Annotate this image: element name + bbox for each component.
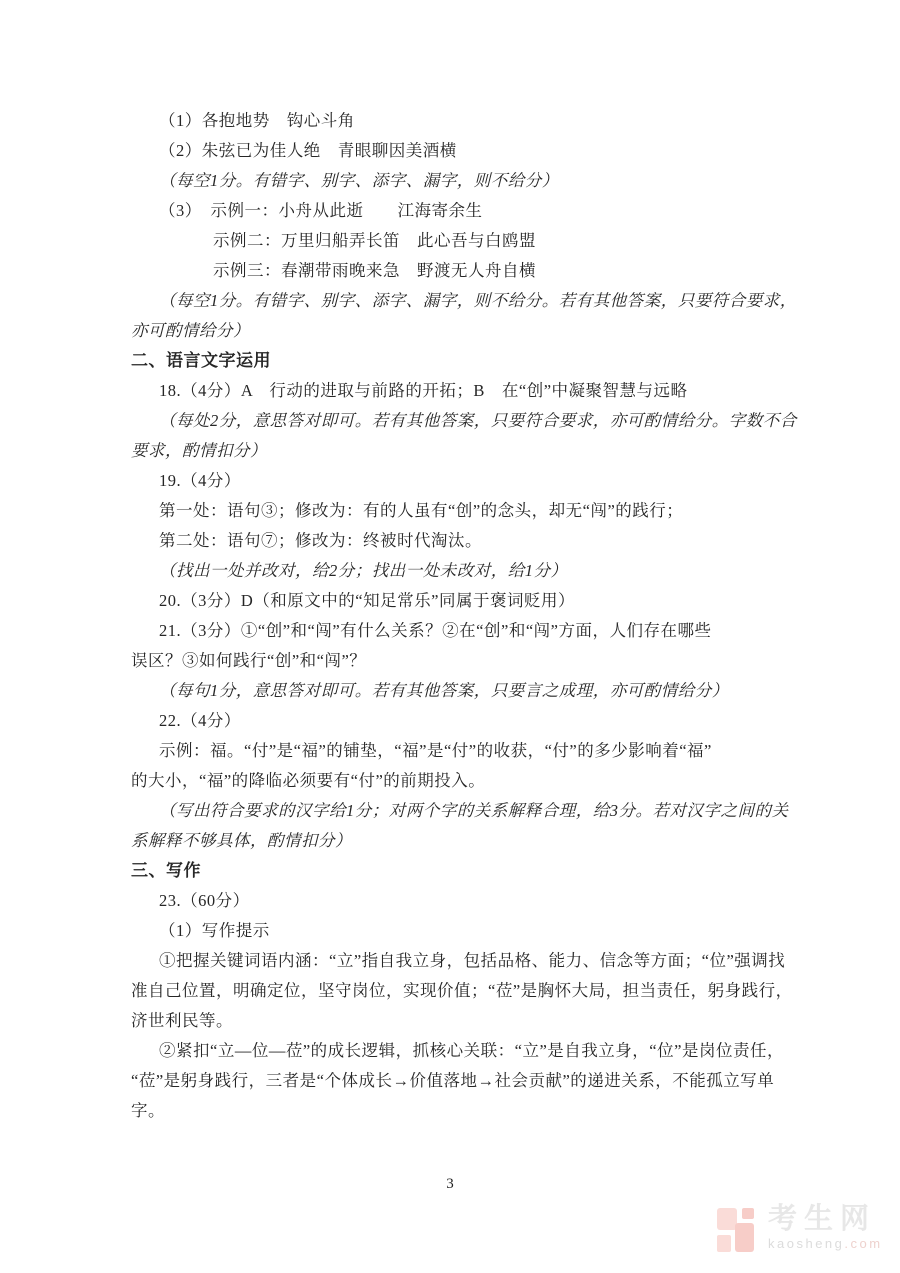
document-line: （每处2分，意思答对即可。若有其他答案，只要符合要求，亦可酌情给分。字数不合 — [159, 411, 797, 430]
document-line: 23.（60分） — [159, 891, 250, 910]
document-line: （找出一处并改对，给2分；找出一处未改对，给1分） — [159, 561, 568, 580]
kaosheng-logo-icon — [716, 1204, 756, 1252]
logo-block — [717, 1235, 731, 1252]
document-line: 第一处：语句③；修改为：有的人虽有“创”的念头，却无“闯”的践行； — [159, 501, 684, 520]
document-line: 示例：福。“付”是“福”的铺垫，“福”是“付”的收获，“付”的多少影响着“福” — [159, 741, 712, 760]
document-line: 的大小，“福”的降临必须要有“付”的前期投入。 — [131, 771, 486, 790]
document-line: 示例二：万里归船弄长笛 此心吾与白鸥盟 — [213, 231, 536, 250]
watermark — [716, 1204, 883, 1252]
logo-block — [742, 1208, 754, 1219]
document-line: （写出符合要求的汉字给1分；对两个字的关系解释合理，给3分。若对汉字之间的关 — [159, 801, 789, 820]
document-line: 亦可酌情给分） — [131, 321, 250, 340]
logo-block — [735, 1223, 754, 1252]
document-line: 示例三：春潮带雨晚来急 野渡无人舟自横 — [213, 261, 536, 280]
watermark-url-tld: .com — [844, 1236, 883, 1251]
watermark-site-url — [768, 1236, 883, 1251]
document-line: 准自己位置，明确定位，坚守岗位，实现价值；“莅”是胸怀大局，担当责任，躬身践行， — [131, 981, 793, 1000]
document-line: 系解释不够具体，酌情扣分） — [131, 831, 352, 850]
document-line: 济世利民等。 — [131, 1011, 233, 1030]
document-line: （每句1分，意思答对即可。若有其他答案，只要言之成理，亦可酌情给分） — [159, 681, 729, 700]
watermark-text — [768, 1204, 883, 1251]
document-line: ①把握关键词语内涵：“立”指自我立身，包括品格、能力、信念等方面；“位”强调找 — [159, 951, 786, 970]
document-line: 22.（4分） — [159, 711, 241, 730]
document-line: （1）写作提示 — [159, 921, 270, 940]
document-line: （每空1分。有错字、别字、添字、漏字，则不给分。若有其他答案，只要符合要求， — [159, 291, 797, 310]
document-line: 21.（3分）①“创”和“闯”有什么关系？②在“创”和“闯”方面，人们存在哪些 — [159, 621, 712, 640]
logo-block — [717, 1208, 737, 1230]
section-heading: 三、写作 — [131, 861, 201, 880]
watermark-site-name: 考生网 — [768, 1203, 877, 1235]
document-line: 第二处：语句⑦；修改为：终被时代淘汰。 — [159, 531, 482, 550]
document-line: （1）各抱地势 钩心斗角 — [159, 111, 355, 130]
document-line: 误区？③如何践行“创”和“闯”？ — [131, 651, 367, 670]
document-line: （每空1分。有错字、别字、添字、漏字，则不给分） — [159, 171, 559, 190]
document-line: ②紧扣“立—位—莅”的成长逻辑，抓核心关联：“立”是自我立身，“位”是岗位责任， — [159, 1041, 784, 1060]
document-line: “莅”是躬身践行，三者是“个体成长→价值落地→社会贡献”的递进关系，不能孤立写单 — [131, 1071, 775, 1090]
document-line: 18.（4分）A 行动的进取与前路的开拓；B 在“创”中凝聚智慧与远略 — [159, 381, 688, 400]
document-line: （2）朱弦已为佳人绝 青眼聊因美酒横 — [159, 141, 457, 160]
document-line: 字。 — [131, 1101, 165, 1120]
page-number: 3 — [446, 1176, 454, 1192]
document-line: 20.（3分）D（和原文中的“知足常乐”同属于褒词贬用） — [159, 591, 575, 610]
watermark-url-main: kaosheng — [768, 1236, 845, 1251]
section-heading: 二、语言文字运用 — [131, 351, 271, 370]
document-line: 19.（4分） — [159, 471, 241, 490]
answer-key-content — [131, 106, 801, 1126]
document-line: （3） 示例一：小舟从此逝 江海寄余生 — [159, 201, 483, 220]
document-line: 要求，酌情扣分） — [131, 441, 267, 460]
